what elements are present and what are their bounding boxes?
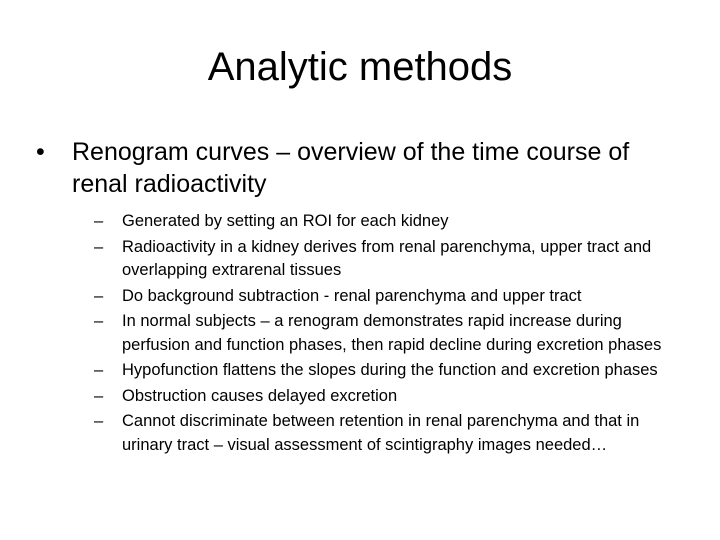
sub-bullet-text: Hypofunction flattens the slopes during the function and excretion phases — [122, 361, 658, 379]
sub-bullet-item — [94, 359, 684, 383]
sub-bullet-text: Obstruction causes delayed excretion — [122, 386, 398, 405]
dash-marker: – — [94, 312, 104, 330]
sub-bullet-text: Generated by setting an ROI for each kidney — [122, 212, 449, 230]
sub-bullet-text: In normal subjects – a renogram demonstrates rapid increase during perfusion and function phases, then rapid decline during excretion phases — [122, 312, 662, 354]
sub-bullet-text: Do background subtraction - renal parenchyma and upper tract — [122, 286, 582, 305]
dash-marker: – — [94, 386, 104, 405]
sub-bullet-item — [94, 310, 684, 357]
dash-marker: – — [94, 361, 104, 379]
sub-bullet-text: Radioactivity in a kidney derives from renal parenchyma, upper tract and overlapping extrarenal tissues — [122, 237, 652, 279]
main-bullet — [36, 136, 684, 200]
sub-bullet-item — [94, 410, 684, 457]
dash-marker: – — [94, 212, 104, 230]
sub-bullet-item — [94, 210, 684, 234]
sub-bullet-list — [36, 210, 684, 457]
dash-marker: – — [94, 412, 104, 430]
bullet-marker: • — [36, 138, 45, 166]
sub-bullet-text: Cannot discriminate between retention in renal parenchyma and that in urinary tract – visual assessment of scintigraphy images needed… — [122, 412, 640, 454]
main-bullet-text: Renogram curves – overview of the time course of renal radioactivity — [72, 138, 630, 198]
sub-bullet-item — [94, 285, 684, 309]
dash-marker: – — [94, 237, 104, 256]
sub-bullet-item — [94, 385, 684, 409]
sub-bullet-item — [94, 236, 684, 283]
dash-marker: – — [94, 286, 104, 305]
slide-title: Analytic methods — [207, 45, 513, 89]
slide-content — [36, 136, 684, 459]
